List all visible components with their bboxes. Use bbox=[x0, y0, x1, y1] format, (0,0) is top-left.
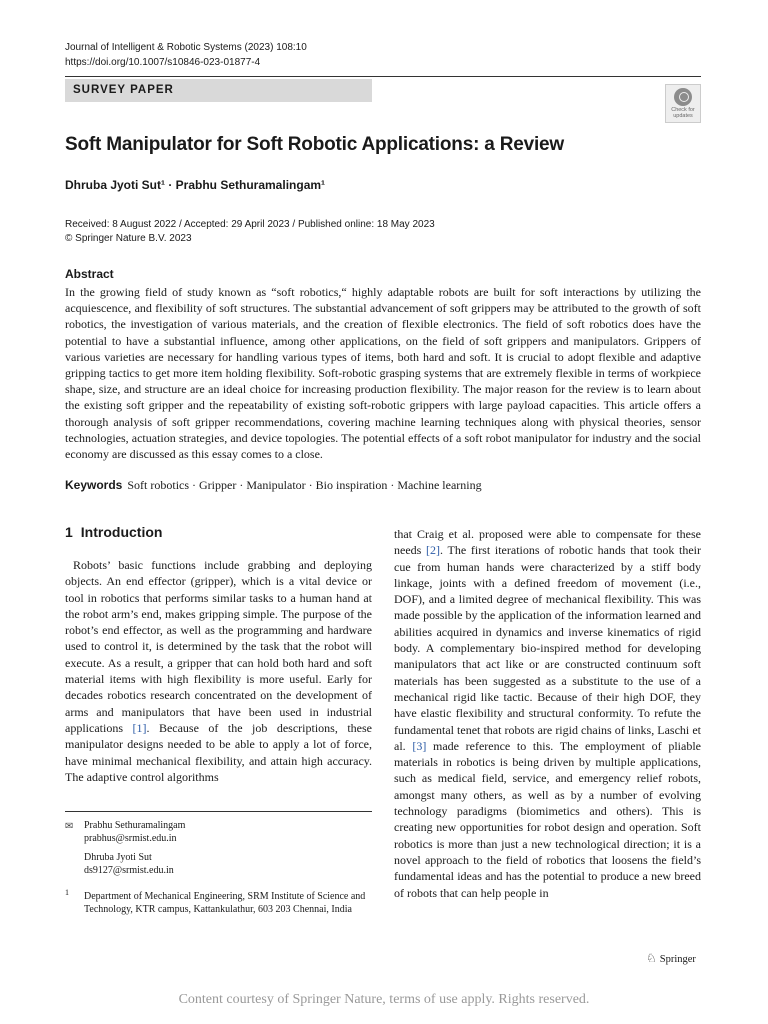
section-number: 1 bbox=[65, 524, 73, 540]
abstract-text: In the growing field of study known as “soft robotics,“ highly adaptable robots are built for soft interactions by utilizing the acquiescence, and flexibility of soft structures. The substantial advancement of soft grippers may be attributed to the growth of soft robotics, the investigation of various materials, and the creation of flexible electronics. The field of soft robotics does have the potential to have a substantial influence, among other applications, on the field of soft grippers and manipulators. Grippers of various varieties are necessary for handling various types of items, both hard and soft. It is crucial to adopt flexible and adaptive gripping tactics to get more item holding flexibility. Soft-robotic grasping systems that are extremely flexible in terms of workpiece shape, size, and structure are an ideal choice for increasing production flexibility. The major reason for the review is to learn about the existing soft gripper and the repeatability of existing soft-robotic grippers with large payload capacities. This article offers a thorough analysis of soft gripper recommendations, covering machine learning techniques along with physical theories, sensor technologies, actuation strategies, and device topologies. The potential effects of a soft robot manipulator for industry and the social economy are discussed as this essay comes to a close. bbox=[65, 285, 701, 462]
coauthor bbox=[84, 851, 174, 877]
body-column-left bbox=[65, 557, 372, 785]
journal-info bbox=[65, 40, 307, 70]
check-updates-line1: Check for bbox=[671, 107, 695, 113]
article-type-band bbox=[65, 79, 372, 102]
keywords bbox=[65, 478, 482, 493]
journal-citation: Journal of Intelligent & Robotic Systems (2023) 108:10 bbox=[65, 42, 307, 53]
header-rule bbox=[65, 76, 701, 77]
doi-link[interactable]: https://doi.org/10.1007/s10846-023-01877-4 bbox=[65, 57, 261, 68]
intro-text-part: . Because of the job descriptions, these manipulator designs needed to be able to apply a lot of force, have minimal mechanical flexibility, and attain high accuracy. The adaptive control algorithms bbox=[65, 720, 372, 784]
envelope-icon: ✉ bbox=[65, 821, 74, 832]
citation-link[interactable]: [1] bbox=[132, 720, 147, 735]
section-title: Introduction bbox=[80, 524, 163, 540]
abstract-heading: Abstract bbox=[65, 267, 114, 281]
corresponding-author bbox=[84, 819, 185, 845]
check-updates-icon bbox=[674, 88, 692, 106]
publisher-name: Springer bbox=[659, 954, 696, 965]
intro-text-part: . The first iterations of robotic hands that took their cue from human hands were characterized by a stiff body linkage, joints with a defined freedom of movement (i.e., DOF), and a limited degree of mechanical flexibility. This was made possible by the application of the information learned and abilities acquired in dynamics and inverse kinematics of rigid body. A complementary bio-inspired method for developing manipulators that act like or are constructed continuum soft materials has been suggested as a substitute to the use of a mechanical rigid like tactic. Because of their high DOF, they have elastic flexibility and structural conformity. To refute the fundamental tenet that robots are rigid chains of links, Laschi et al. bbox=[394, 543, 701, 753]
keywords-label: Keywords bbox=[65, 478, 123, 492]
intro-text-part: made reference to this. The employment of pliable materials in robotics is being driven by multiple applications, such as medical field, service, and emergency relief robots, amongst many others, as well as by a number of evolving technology paradigms (biomimetics and others). This is creating new opportunities for robot design and operation. Soft robotics is more than just a new technological direction; it is a novel approach to the field of robotics that loosens the field’s fundamental ideas and has the potential to produce a new breed of robots that can help people in bbox=[394, 738, 701, 900]
courtesy-notice: Content courtesy of Springer Nature, terms of use apply. Rights reserved. bbox=[178, 992, 590, 1007]
intro-text-part: Robots’ basic functions include grabbing and deploying objects. An end effector (gripper), which is a vital device or tool in robotics that performs similar tasks to a human hand at the robot arm’s end, makes gripping simple. The purpose of the robot’s end effector, as well as the programming and hardware used to control it, is determined by the task that the robot will execute. As a result, a gripper that can hold both hard and soft material items with high flexibility is more useful. Early for decades robotics research concentrated on the development of arms and manipulators that have been used in industrial applications bbox=[65, 558, 372, 735]
body-column-right bbox=[394, 526, 701, 901]
corresponding-author-name: Prabhu Sethuramalingam bbox=[84, 820, 186, 831]
paper-title: Soft Manipulator for Soft Robotic Applications: a Review bbox=[65, 134, 564, 155]
check-for-updates-badge[interactable] bbox=[665, 84, 701, 123]
intro-text-part: that Craig et al. proposed were able to compensate for these needs bbox=[394, 527, 701, 558]
corresponding-author-email[interactable]: prabhus@srmist.edu.in bbox=[84, 833, 177, 844]
author-list: Dhruba Jyoti Sut¹ · Prabhu Sethuramalingam¹ bbox=[65, 178, 326, 192]
affiliation-text: Department of Mechanical Engineering, SRM Institute of Science and Technology, KTR campus, Kattankulathur, 603 203 Chennai, India bbox=[84, 891, 366, 915]
check-updates-line2: updates bbox=[673, 113, 693, 119]
section-heading-introduction bbox=[65, 524, 162, 540]
citation-link[interactable]: [3] bbox=[412, 738, 427, 753]
keywords-list: Soft robotics · Gripper · Manipulator · Bio inspiration · Machine learning bbox=[127, 478, 482, 492]
affiliation-marker: 1 bbox=[65, 888, 69, 897]
publication-dates bbox=[65, 218, 435, 246]
citation-link[interactable]: [2] bbox=[426, 543, 441, 558]
footnote-rule bbox=[65, 811, 372, 812]
copyright-line: © Springer Nature B.V. 2023 bbox=[65, 233, 192, 244]
springer-horse-icon: ♘ bbox=[646, 951, 657, 965]
publication-history: Received: 8 August 2022 / Accepted: 29 April 2023 / Published online: 18 May 2023 bbox=[65, 219, 435, 230]
article-type-label: SURVEY PAPER bbox=[73, 84, 174, 96]
publisher-logo bbox=[646, 951, 696, 966]
coauthor-email[interactable]: ds9127@srmist.edu.in bbox=[84, 865, 174, 876]
coauthor-name: Dhruba Jyoti Sut bbox=[84, 852, 152, 863]
